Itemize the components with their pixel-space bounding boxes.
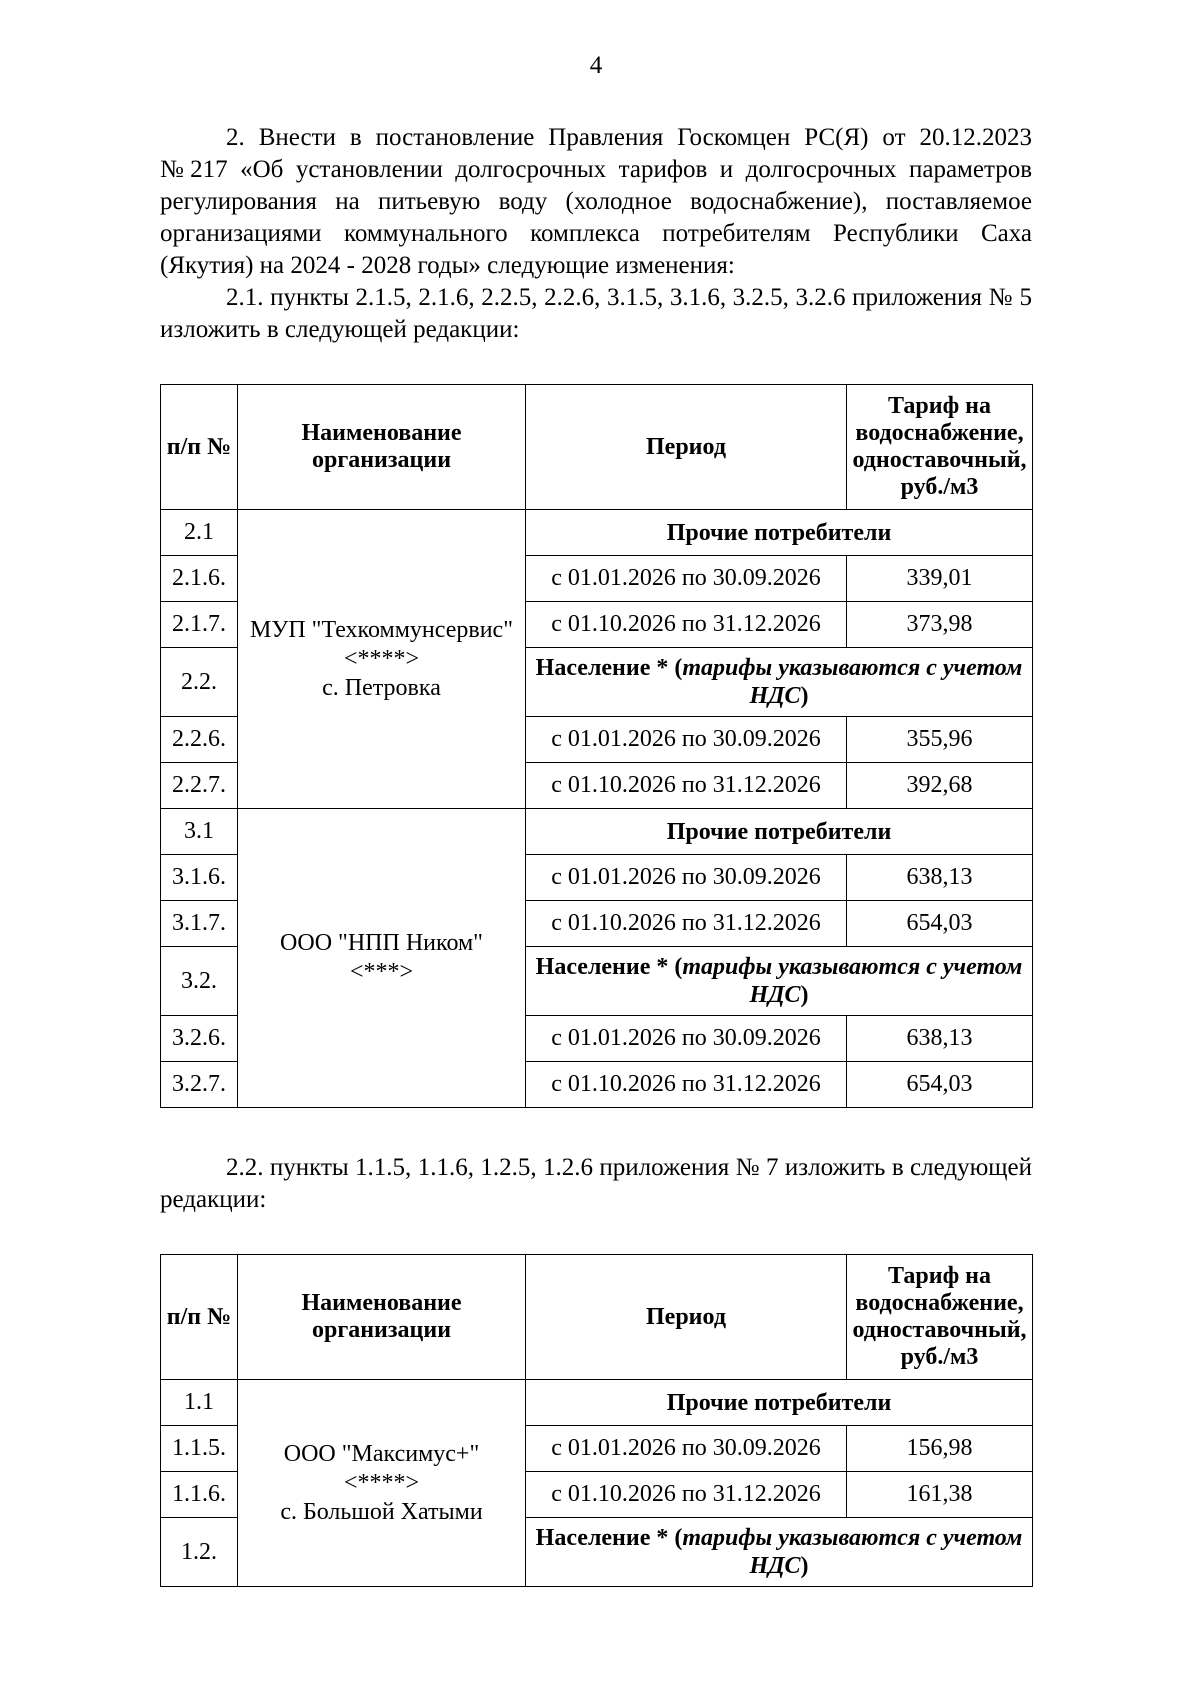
naselenie-prefix: Население * ( <box>535 655 683 681</box>
header-org: Наименование организации <box>238 1255 526 1380</box>
row-number-cell: 3.1 <box>161 809 238 855</box>
org-cell <box>238 1380 526 1587</box>
row-number-cell: 2.2.7. <box>161 763 238 809</box>
header-tariff: Тариф на водоснабжение, одноставочный, руб./м3 <box>847 1255 1033 1380</box>
org-settlement: с. Петровка <box>322 674 441 701</box>
row-number-cell: 2.1 <box>161 510 238 556</box>
section-label-prochie: Прочие потребители <box>526 1380 1033 1426</box>
naselenie-prefix: Население * ( <box>535 1525 683 1551</box>
section-label-prochie: Прочие потребители <box>526 809 1033 855</box>
row-number-cell: 2.1.7. <box>161 602 238 648</box>
org-settlement: с. Большой Хатыми <box>280 1498 483 1525</box>
row-number-cell: 3.1.6. <box>161 855 238 901</box>
header-tariff: Тариф на водоснабжение, одноставочный, руб./м3 <box>847 385 1033 510</box>
table-row <box>161 809 1033 855</box>
period-cell: с 01.10.2026 по 31.12.2026 <box>526 1472 847 1518</box>
tariff-cell: 156,98 <box>847 1426 1033 1472</box>
org-footnote-mark: <****> <box>343 1469 420 1496</box>
row-number-cell: 1.1.6. <box>161 1472 238 1518</box>
section-label-prochie: Прочие потребители <box>526 510 1033 556</box>
header-period: Период <box>526 385 847 510</box>
naselenie-italic: тарифы указываются с учетом НДС <box>682 1525 1023 1579</box>
org-name: МУП "Техкоммунсервис" <box>250 616 513 643</box>
section-label-naselenie <box>526 1518 1033 1587</box>
tariff-cell: 373,98 <box>847 602 1033 648</box>
org-footnote-mark: <***> <box>349 959 414 985</box>
org-cell <box>238 809 526 1108</box>
header-num: п/п № <box>161 385 238 510</box>
row-number-cell: 3.1.7. <box>161 901 238 947</box>
row-number-cell: 1.1.5. <box>161 1426 238 1472</box>
tariff-table-appendix-7 <box>160 1254 1033 1587</box>
tariff-cell: 161,38 <box>847 1472 1033 1518</box>
table-header-row <box>161 1255 1033 1380</box>
tariff-cell: 392,68 <box>847 763 1033 809</box>
row-number-cell: 2.2.6. <box>161 717 238 763</box>
tariff-cell: 638,13 <box>847 1016 1033 1062</box>
tariff-cell: 654,03 <box>847 1062 1033 1108</box>
period-cell: с 01.01.2026 по 30.09.2026 <box>526 855 847 901</box>
row-number-cell: 2.2. <box>161 648 238 717</box>
naselenie-suffix: ) <box>800 1553 809 1579</box>
table-header-row <box>161 385 1033 510</box>
header-org: Наименование организации <box>238 385 526 510</box>
row-number-cell: 3.2.7. <box>161 1062 238 1108</box>
org-cell <box>238 510 526 809</box>
row-number-cell: 2.1.6. <box>161 556 238 602</box>
org-name: ООО "НПП Ником" <box>280 930 483 956</box>
paragraph-amendment: 2. Внести в постановление Правления Госкомцен РС(Я) от 20.12.2023 №217 «Об установлении долгосрочных тарифов и долгосрочных параметров регулирования на питьевую воду (холодное водоснабжение), поставляемое организациями коммунального комплекса потребителям Республики Саха (Якутия) на 2024 - 2028 годы» следующие изменения: <box>160 124 1032 279</box>
paragraph-clause-2-1: 2.1. пункты 2.1.5, 2.1.6, 2.2.5, 2.2.6, 3.1.5, 3.1.6, 3.2.5, 3.2.6 приложения № 5 изложить в следующей редакции: <box>160 284 1032 343</box>
header-num: п/п № <box>161 1255 238 1380</box>
period-cell: с 01.10.2026 по 31.12.2026 <box>526 901 847 947</box>
section-label-naselenie <box>526 947 1033 1016</box>
naselenie-prefix: Население * ( <box>535 954 683 980</box>
naselenie-suffix: ) <box>800 683 809 709</box>
row-number-cell: 1.1 <box>161 1380 238 1426</box>
period-cell: с 01.01.2026 по 30.09.2026 <box>526 1426 847 1472</box>
row-number-cell: 3.2.6. <box>161 1016 238 1062</box>
tariff-table-appendix-5 <box>160 384 1033 1108</box>
period-cell: с 01.10.2026 по 31.12.2026 <box>526 602 847 648</box>
org-name: ООО "Максимус+" <box>283 1440 480 1467</box>
period-cell: с 01.10.2026 по 31.12.2026 <box>526 763 847 809</box>
table-row <box>161 1380 1033 1426</box>
tariff-cell: 355,96 <box>847 717 1033 763</box>
paragraph-clause-2-2: 2.2. пункты 1.1.5, 1.1.6, 1.2.5, 1.2.6 приложения № 7 изложить в следующей редакции: <box>160 1154 1032 1213</box>
row-number-cell: 3.2. <box>161 947 238 1016</box>
period-cell: с 01.10.2026 по 31.12.2026 <box>526 1062 847 1108</box>
table-row <box>161 510 1033 556</box>
section-label-naselenie <box>526 648 1033 717</box>
period-cell: с 01.01.2026 по 30.09.2026 <box>526 1016 847 1062</box>
tariff-cell: 654,03 <box>847 901 1033 947</box>
row-number-cell: 1.2. <box>161 1518 238 1587</box>
page-number: 4 <box>589 52 603 79</box>
header-period: Период <box>526 1255 847 1380</box>
tariff-cell: 638,13 <box>847 855 1033 901</box>
period-cell: с 01.01.2026 по 30.09.2026 <box>526 717 847 763</box>
tariff-cell: 339,01 <box>847 556 1033 602</box>
naselenie-italic: тарифы указываются с учетом НДС <box>682 954 1023 1008</box>
org-footnote-mark: <****> <box>343 645 420 672</box>
naselenie-suffix: ) <box>800 982 809 1008</box>
naselenie-italic: тарифы указываются с учетом НДС <box>682 655 1023 709</box>
period-cell: с 01.01.2026 по 30.09.2026 <box>526 556 847 602</box>
